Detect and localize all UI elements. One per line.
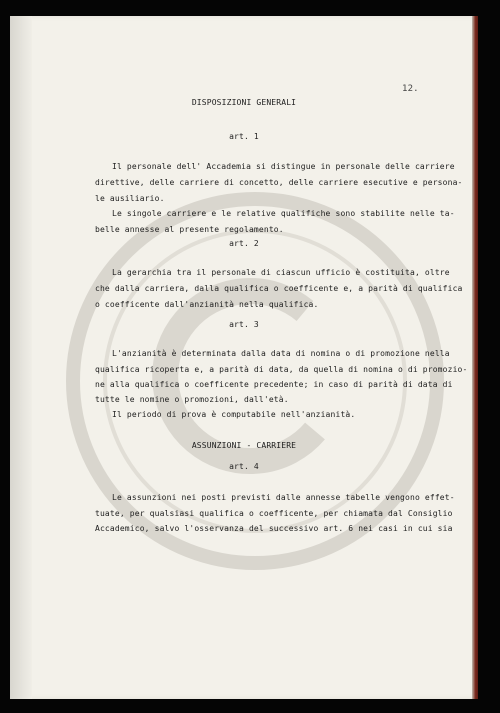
heading: DISPOSIZIONI GENERALI xyxy=(191,98,297,107)
art4-line: Le assunzioni nei posti previsti dalle annesse tabelle vengono effet- xyxy=(112,493,455,502)
art3-line: Il periodo di prova è computabile nell'anzianità. xyxy=(112,410,356,419)
art2-line: o coefficente dall'anzianità nella qualifica. xyxy=(95,300,319,309)
art3-title: art. 3 xyxy=(229,320,259,329)
art4-line: Accademico, salvo l'osservanza del successivo art. 6 nei casi in cui sia xyxy=(95,524,453,533)
page-number: 12. xyxy=(402,84,419,94)
art2-title: art. 2 xyxy=(229,239,259,248)
book-edge xyxy=(472,16,478,699)
art1-line: le ausiliario. xyxy=(95,194,165,203)
art1-line: direttive, delle carriere di concetto, delle carriere esecutive e persona- xyxy=(95,178,463,187)
art1-line: belle annesse al presente regolamento. xyxy=(95,225,284,234)
art4-line: tuate, per qualsiasi qualifica o coefficente, per chiamata dal Consiglio xyxy=(95,509,453,518)
art2-line: La gerarchia tra il personale di ciascun ufficio è costituita, oltre xyxy=(112,268,450,277)
section-heading: ASSUNZIONI - CARRIERE xyxy=(191,441,297,450)
art3-line: tutte le nomine o promozioni, dall'età. xyxy=(95,395,289,404)
page-binding xyxy=(10,16,32,699)
art3-line: L'anzianità è determinata dalla data di nomina o di promozione nella xyxy=(112,349,450,358)
art4-title: art. 4 xyxy=(229,462,259,471)
art1-line: Le singole carriere e le relative qualifiche sono stabilite nelle ta- xyxy=(112,209,455,218)
art1-title: art. 1 xyxy=(229,132,259,141)
document-page xyxy=(10,16,478,699)
art3-line: ne alla qualifica o coefficente precedente; in caso di parità di data di xyxy=(95,380,453,389)
art1-line: Il personale dell' Accademia si distingue in personale delle carriere xyxy=(112,162,455,171)
art3-line: qualifica ricoperta e, a parità di data, da quella di nomina o di promozio- xyxy=(95,365,468,374)
art2-line: che dalla carriera, dalla qualifica o coefficente e, a parità di qualifica xyxy=(95,284,463,293)
